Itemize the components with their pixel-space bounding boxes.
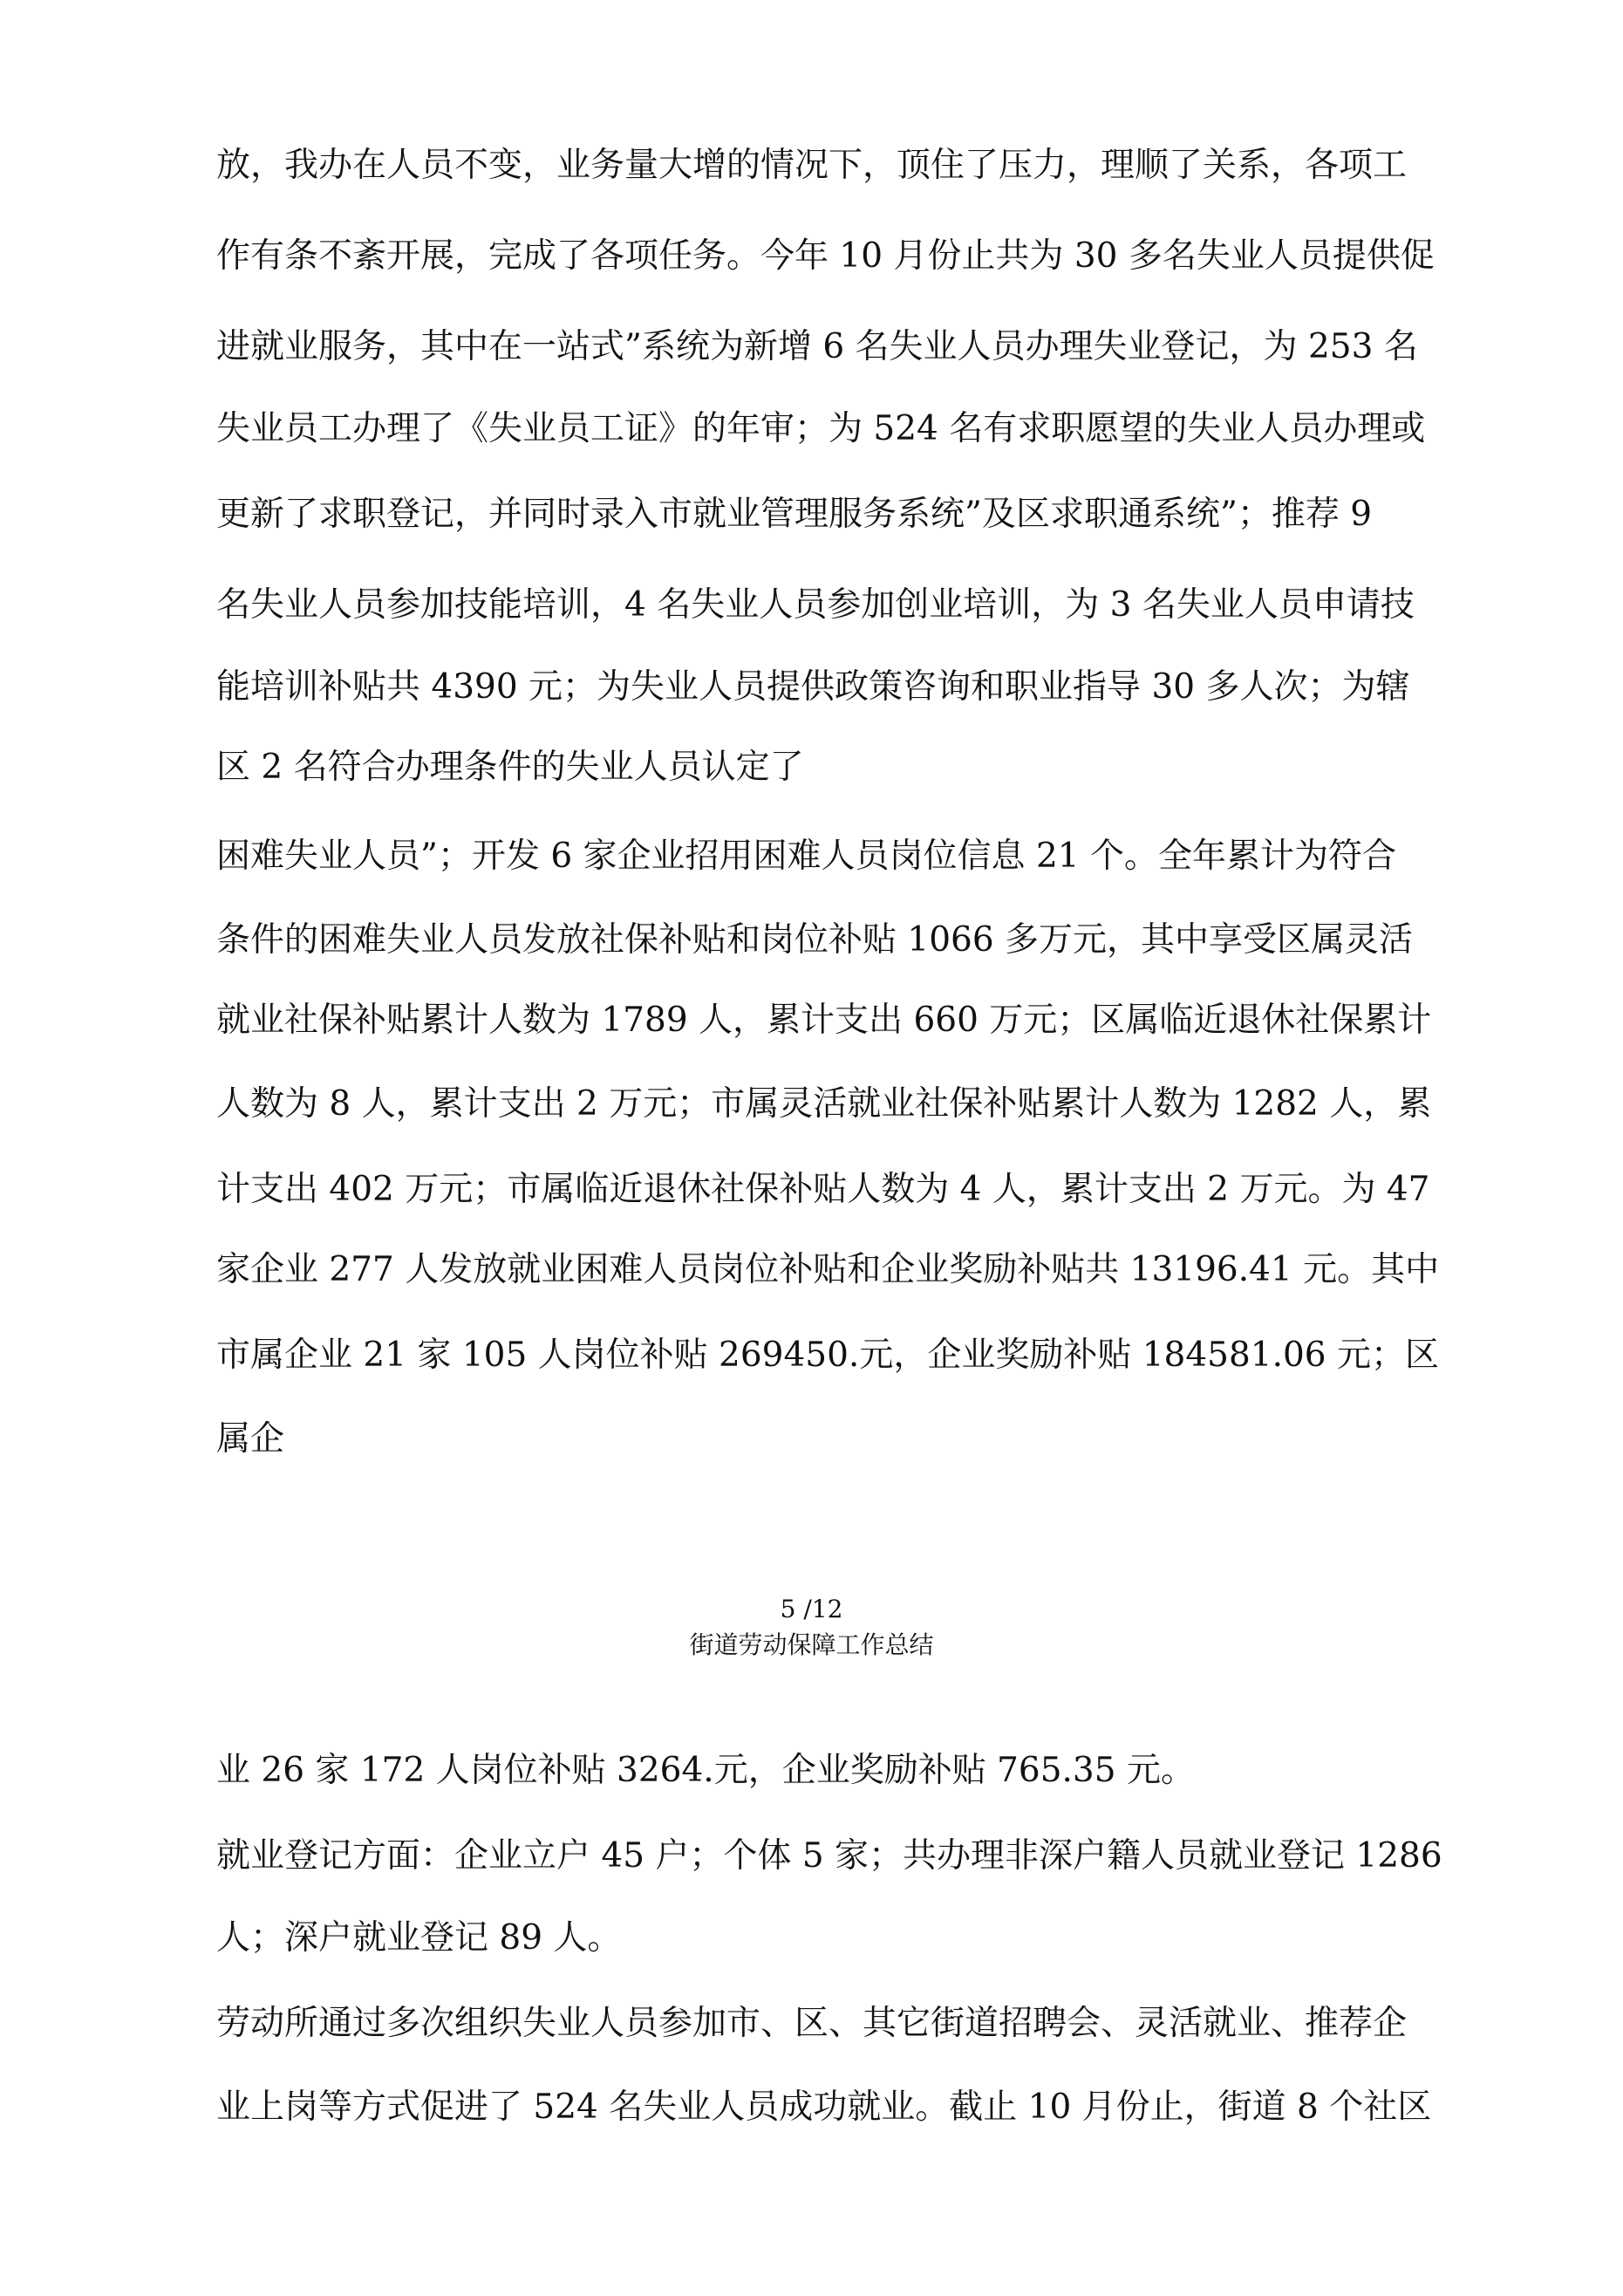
text-line: 作有条不紊开展，完成了各项任务。今年 10 月份止共为 30 多名失业人员提供促: [216, 236, 1435, 276]
text-line: 市属企业 21 家 105 人岗位补贴 269450.元，企业奖励补贴 184581.06 元；区: [216, 1336, 1440, 1375]
text-line: 区 2 名符合办理条件的失业人员认定了: [216, 748, 804, 787]
text-line: 劳动所通过多次组织失业人员参加市、区、其它街道招聘会、灵活就业、推荐企: [216, 2004, 1408, 2043]
text-line: 家企业 277 人发放就业困难人员岗位补贴和企业奖励补贴共 13196.41 元。其中: [216, 1250, 1440, 1289]
text-line: 条件的困难失业人员发放社保补贴和岗位补贴 1066 多万元，其中享受区属灵活: [216, 920, 1414, 960]
text-line: 业上岗等方式促进了 524 名失业人员成功就业。截止 10 月份止，街道 8 个社区: [216, 2088, 1432, 2127]
text-line: 更新了求职登记，并同时录入市就业管理服务系统”及区求职通系统”；推荐 9: [216, 495, 1373, 534]
text-line: 业 26 家 172 人岗位补贴 3264.元，企业奖励补贴 765.35 元。: [216, 1751, 1195, 1790]
text-line: 进就业服务，其中在一站式”系统为新增 6 名失业人员办理失业登记，为 253 名: [216, 327, 1418, 366]
text-line: 就业登记方面：企业立户 45 户；个体 5 家；共办理非深户籍人员就业登记 1286: [216, 1836, 1442, 1876]
text-line: 能培训补贴共 4390 元；为失业人员提供政策咨询和职业指导 30 多人次；为辖: [216, 667, 1410, 707]
text-line: 属企: [216, 1419, 285, 1459]
running-title: 街道劳动保障工作总结: [689, 1630, 934, 1659]
page-number: 5 /12: [780, 1595, 843, 1623]
text-line: 计支出 402 万元；市属临近退休社保补贴人数为 4 人，累计支出 2 万元。为 47: [216, 1170, 1430, 1209]
text-line: 人；深户就业登记 89 人。: [216, 1918, 622, 1958]
text-line: 人数为 8 人，累计支出 2 万元；市属灵活就业社保补贴累计人数为 1282 人，累: [216, 1084, 1432, 1124]
text-line: 失业员工办理了《失业员工证》的年审；为 524 名有求职愿望的失业人员办理或: [216, 409, 1426, 448]
text-line: 困难失业人员”；开发 6 家企业招用困难人员岗位信息 21 个。全年累计为符合: [216, 837, 1396, 876]
text-line: 名失业人员参加技能培训，4 名失业人员参加创业培训，为 3 名失业人员申请技: [216, 585, 1415, 625]
text-line: 放，我办在人员不变，业务量大增的情况下，顶住了压力，理顺了关系，各项工: [216, 146, 1408, 185]
text-line: 就业社保补贴累计人数为 1789 人，累计支出 660 万元；区属临近退休社保累计: [216, 1001, 1432, 1040]
